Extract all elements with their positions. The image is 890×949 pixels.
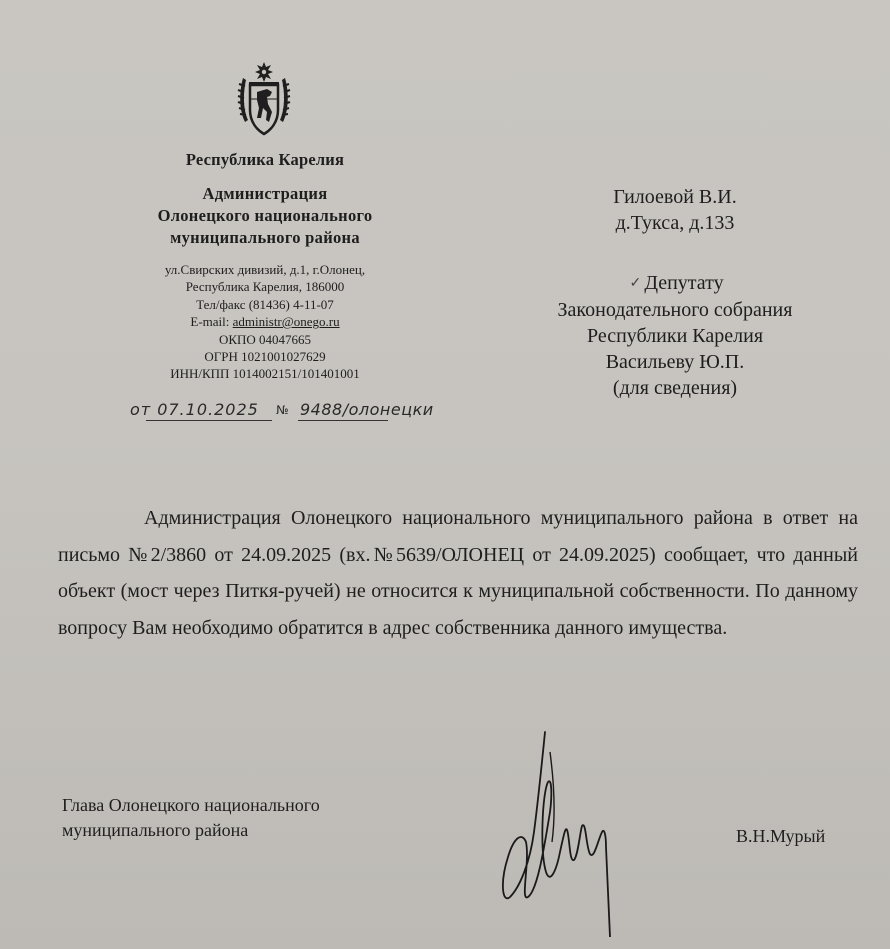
addressee-primary — [530, 184, 820, 236]
addressee-line-3: Республики Карелия — [586, 325, 764, 348]
body-paragraph: Администрация Олонецкого национального муниципального района в ответ на письмо №2/3860 от 24.09.2025 (вх.№5639/ОЛОНЕЦ от 24.09.2025) сообщает, что данный объект (мост через Питкя-ручей) не относится к муниципальной собственности. По данному вопросу Вам необходимо обратится в адрес собственника данного имущества. — [58, 507, 858, 639]
checkmark-icon: ✓ — [629, 276, 642, 292]
address-line-2: Республика Карелия, 186000 — [185, 279, 345, 295]
org-line-2: Олонецкого национального — [157, 206, 373, 225]
addressee-line-5: (для сведения) — [612, 377, 738, 400]
org-line-3: муниципального района — [170, 228, 360, 247]
addressee-line-2: Законодательного собрания — [557, 299, 793, 322]
addressee-address: д.Тукса, д.133 — [615, 212, 735, 234]
address-line-1: ул.Свирских дивизий, д.1, г.Олонец, — [164, 262, 366, 277]
addressee-line-4: Васильеву Ю.П. — [605, 351, 745, 374]
email-row — [110, 313, 420, 330]
signatory-title-line-2: муниципального района — [62, 820, 249, 840]
phone-fax: Тел/факс (81436) 4-11-07 — [196, 296, 334, 312]
handwritten-number: 9488/олонецки — [300, 400, 434, 419]
republic-name: Республика Карелия — [185, 150, 345, 169]
signatory-title — [62, 793, 442, 843]
signatory-name: В.Н.Мурый — [736, 826, 826, 846]
letter-body — [58, 500, 858, 646]
coat-of-arms-icon — [237, 62, 291, 136]
addressee-line-1: Депутату — [644, 272, 724, 294]
number-label: № — [276, 403, 289, 417]
handwritten-date: от 07.10.2025 — [130, 400, 259, 419]
organization-name — [100, 183, 430, 249]
signature-icon — [490, 722, 670, 937]
addressee-secondary — [530, 270, 820, 401]
ogrn: ОГРН 1021001027629 — [204, 349, 326, 365]
addressee-name: Гилоевой В.И. — [613, 186, 737, 208]
inn-kpp: ИНН/КПП 1014002151/101401001 — [170, 366, 360, 382]
signatory-title-line-1: Глава Олонецкого национального — [62, 795, 320, 815]
org-line-1: Администрация — [202, 184, 328, 203]
email-link[interactable]: administr@onego.ru — [232, 314, 340, 330]
contact-details — [110, 261, 420, 383]
registration-line — [128, 398, 508, 428]
email-label: E-mail: — [190, 314, 233, 330]
okpo: ОКПО 04047665 — [218, 331, 312, 347]
